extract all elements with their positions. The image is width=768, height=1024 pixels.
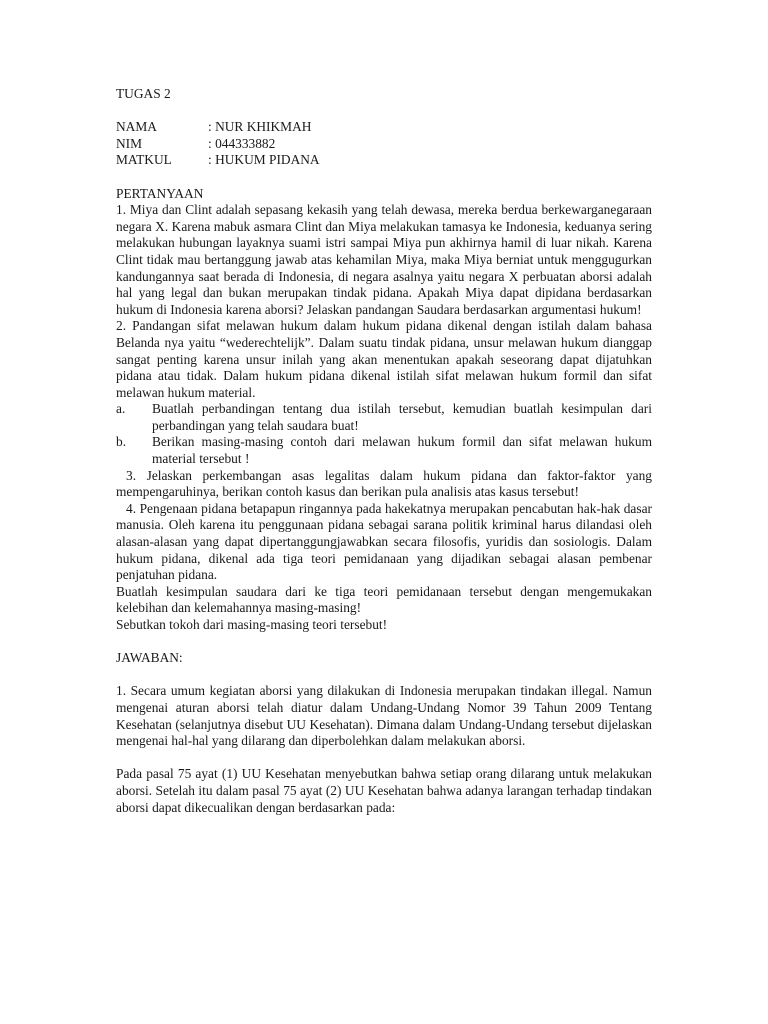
question-2a <box>116 401 652 434</box>
answer-1-paragraph-2: Pada pasal 75 ayat (1) UU Kesehatan menyebutkan bahwa setiap orang dilarang untuk melakukan aborsi. Setelah itu dalam pasal 75 ayat (2) UU Kesehatan bahwa adanya larangan terhadap tindakan aborsi dapat dikecualikan dengan berdasarkan pada: <box>116 766 652 815</box>
identity-value: : NUR KHIKMAH <box>208 119 312 135</box>
question-4: 4. Pengenaan pidana betapapun ringannya pada hakekatnya merupakan pencabutan hak-hak dasar manusia. Oleh karena itu penggunaan pidana sebagai sarana politik kriminal harus dilandasi oleh alasan-alasan yang dapat dipertanggungjawabkan secara filosofis, yuridis dan sosiologis. Dalam hukum pidana, dikenal ada tiga teori pemidanaan yang dijadikan sebagai alasan pembenar penjatuhan pidana. <box>116 500 652 583</box>
identity-block <box>116 119 652 169</box>
item-text: Buatlah perbandingan tentang dua istilah tersebut, kemudian buatlah kesimpulan dari perbandingan yang telah saudara buat! <box>152 401 652 433</box>
item-marker: b. <box>116 434 127 450</box>
identity-row-nim <box>116 136 652 153</box>
item-marker: a. <box>116 401 126 417</box>
identity-value: : HUKUM PIDANA <box>208 152 320 168</box>
identity-label: NIM <box>116 135 143 151</box>
identity-label: NAMA <box>116 119 157 135</box>
identity-label: MATKUL <box>116 152 172 168</box>
question-1: 1. Miya dan Clint adalah sepasang kekasih yang telah dewasa, mereka berdua berkewarganegaraan negara X. Karena mabuk asmara Clint dan Miya melakukan tamasya ke Indonesia, keduanya sering melakukan hubungan layaknya suami istri sampai Miya pun akhirnya hamil di luar nikah. Karena Clint tidak mau bertanggung jawab atas kehamilan Miya, maka Miya berniat untuk menggugurkan kandungannya saat berada di Indonesia, di negara asalnya yaitu negara X perbuatan aborsi adalah hal yang legal dan bukan merupakan tindak pidana. Apakah Miya dapat dipidana berdasarkan hukum di Indonesia karena aborsi? Jelaskan pandangan Saudara berdasarkan argumentasi hukum! <box>116 202 652 317</box>
question-4-instruction-2: Sebutkan tokoh dari masing-masing teori tersebut! <box>116 617 388 632</box>
answers-heading: JAWABAN: <box>116 650 183 666</box>
answer-1: 1. Secara umum kegiatan aborsi yang dilakukan di Indonesia merupakan tindakan illegal. Namun mengenai aturan aborsi telah diatur dalam Undang-Undang Nomor 39 Tahun 2009 Tentang Kesehatan (selanjutnya disebut UU Kesehatan). Dimana dalam Undang-Undang tersebut dijelaskan mengenai hal-hal yang dilarang dan diperbolehkan dalam melakukan aborsi. <box>116 683 652 749</box>
question-2: 2. Pandangan sifat melawan hukum dalam hukum pidana dikenal dengan istilah dalam bahasa Belanda nya yaitu “wederechtelijk”. Dalam suatu tindak pidana, unsur melawan hukum dianggap sangat penting karena unsur inilah yang akan menentukan apakah seseorang dapat dijatuhkan pidana atau tidak. Dalam hukum pidana dikenal istilah sifat melawan hukum formil dan sifat melawan hukum material. <box>116 318 652 400</box>
questions-heading: PERTANYAAN <box>116 185 204 201</box>
question-2b <box>116 434 652 467</box>
identity-value: : 044333882 <box>208 135 276 151</box>
identity-row-nama <box>116 119 652 136</box>
question-4-instruction: Buatlah kesimpulan saudara dari ke tiga teori pemidanaan tersebut dengan mengemukakan kelebihan dan kelemahannya masing-masing! <box>116 583 652 616</box>
identity-row-matkul <box>116 152 652 169</box>
document-title: TUGAS 2 <box>116 86 171 101</box>
question-3: 3. Jelaskan perkembangan asas legalitas dalam hukum pidana dan faktor-faktor yang mempengaruhinya, berikan contoh kasus dan berikan pula analisis atas kasus tersebut! <box>116 467 652 500</box>
item-text: Berikan masing-masing contoh dari melawan hukum formil dan sifat melawan hukum material tersebut ! <box>152 434 652 467</box>
document-page <box>116 86 652 816</box>
